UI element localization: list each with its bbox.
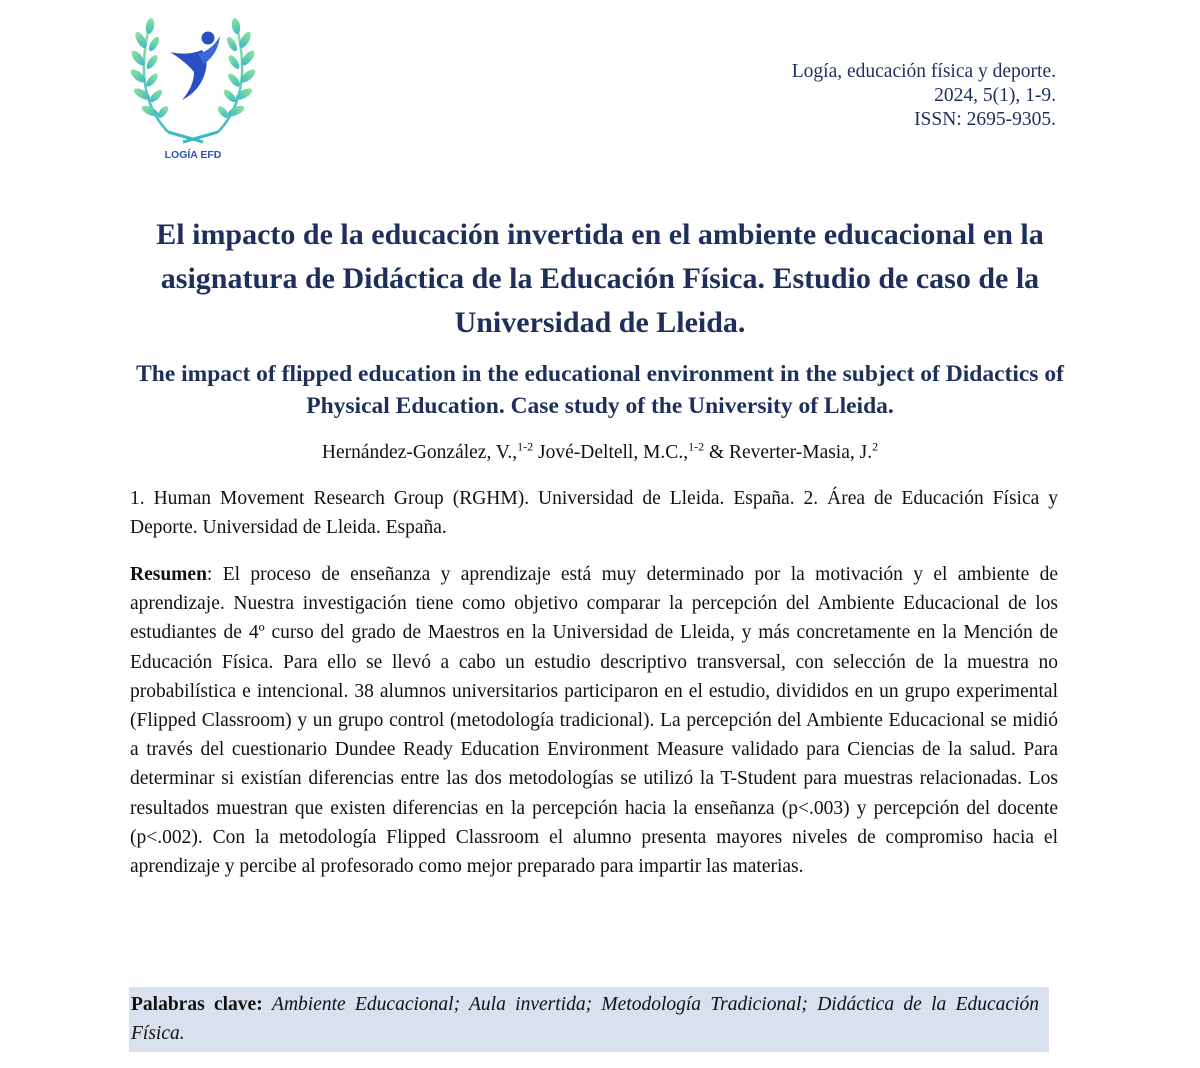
title-spanish: El impacto de la educación invertida en el ambiente educacional en la asignatura de Didáctica de la Educación Física. Estudio de caso de la Universidad de Lleida. [156,218,1044,339]
author-name: & Reverter-Masia, J. [708,442,873,463]
author-affiliation: 1-2 [517,439,534,454]
author-name: Jové-Deltell, M.C., [538,442,689,463]
abstract-label: Resumen [130,564,207,585]
abstract-text: : El proceso de enseñanza y aprendizaje está muy determinado por la motivación y el ambiente de aprendizaje. Nuestra investigación tiene como objetivo comparar la percepción del Ambiente Educacional de los estudiantes de 4º curso del grado de Maestros en la Universidad de Lleida, y más concretamente en la Mención de Educación Física. Para ello se llevó a cabo un estudio descriptivo transversal, con selección de la muestra no probabilística e intencional. 38 alumnos universitarios participaron en el estudio, divididos en un grupo experimental (Flipped Classroom) y un grupo control (metodología tradicional). La percepción del Ambiente Educacional se midió a través del cuestionario Dundee Ready Education Environment Measure validado para Ciencias de la salud. Para determinar si existían diferencias entre las dos metodologías se utilizó la T-Student para muestras relacionadas. Los resultados muestran que existen diferencias en la percepción hacia la enseñanza (p<.003) y percepción del docente (p<.002). Con la metodología Flipped Classroom el alumno presenta mayores niveles de compromiso hacia el aprendizaje y percibe al profesorado como mejor preparado para impartir las materias. [130,564,1058,878]
logo-text: LOGÍA EFD [164,149,222,161]
author-name: Hernández-González, V., [321,442,518,463]
title-english: The impact of flipped education in the educational environment in the subject of Didactics of Physical Education. Case study of the University of Lleida. [136,361,1064,419]
journal-volume: 2024, 5(1), 1-9. [934,85,1056,106]
journal-logo [128,14,258,164]
athlete-figure-icon [170,32,220,101]
laurel-left-icon [129,17,171,132]
keywords-label: Palabras clave: [131,994,263,1015]
keywords-box [129,987,1049,1052]
keywords-text: Ambiente Educacional; Aula invertida; Metodología Tradicional; Didáctica de la Educación Física. [131,994,1040,1044]
journal-issn: ISSN: 2695-9305. [914,109,1056,130]
laurel-right-icon [216,17,258,132]
affiliations: 1. Human Movement Research Group (RGHM). Universidad de Lleida. España. 2. Área de Educación Física y Deporte. Universidad de Lleida. España. [130,488,1058,538]
author-list [100,440,1100,466]
author-affiliation: 2 [872,439,879,454]
journal-name: Logía, educación física y deporte. [791,61,1056,82]
author-affiliation: 1-2 [688,439,705,454]
abstract [130,560,1058,881]
journal-info [792,60,1056,132]
